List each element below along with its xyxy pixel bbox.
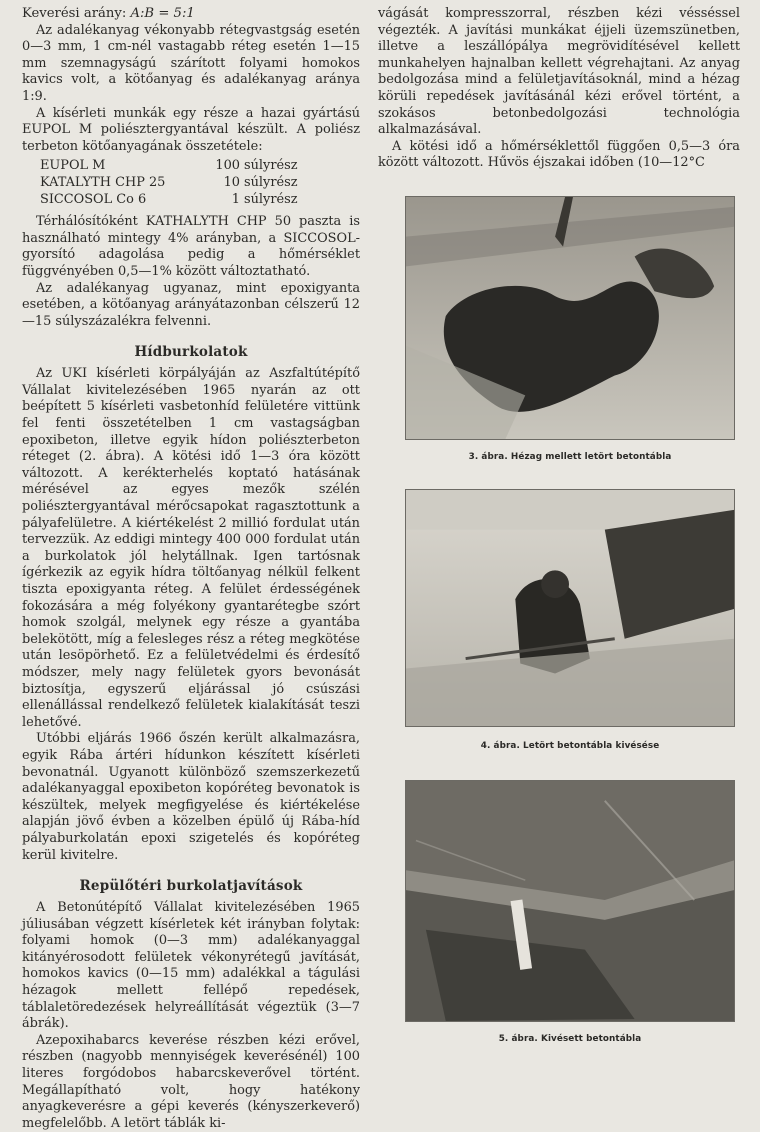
figure-4-photo [405,489,735,727]
mixing-ratio-label: Keverési arány: [22,6,127,21]
paragraph-eupol: A kísérleti munkák egy része a hazai gyártású EUPOL M poliésztergyantával készült. A poliész terbeton kötőanyagának összetétele: [22,105,360,154]
right-column [378,0,740,1044]
figure-3-caption: 3. ábra. Hézag mellett letört betontábla [468,452,672,462]
composition-value: 100 [215,158,240,174]
mixing-ratio [22,6,360,23]
composition-unit: súlyrész [244,191,298,207]
composition-row [40,175,334,192]
figure-5 [405,780,735,1044]
left-column [22,0,360,1132]
composition-name: KATALYTH CHP 25 [40,174,166,190]
paragraph-raba-bridge: Utóbbi eljárás 1966 őszén került alkalmazásra, egyik Rába ártéri hídunkon készített kísérleti bevonatnál. Ugyanott különböző szemszerkezetű adalékanyaggal epoxibeton kopóréteg bevonatok is készültek, melyek megfigyelése és kiértékelése alapján jövő évben a közelben épülő új Rába-híd pályaburkolatán epoxi szigetelés és kopóréteg kerül kivitelre. [22,731,360,863]
paragraph-aggregate: Az adalékanyag vékonyabb rétegvastgság esetén 0—3 mm, 1 cm-nél vastagabb réteg esetén 1—15 mm szemnagyságú szárított folyami homokos kavics volt, a kötőanyag és adalékanyag aránya 1:9. [22,22,360,104]
figure-4 [405,489,735,751]
composition-unit: súlyrész [244,158,298,174]
figure-3 [405,196,735,462]
composition-table [40,158,334,208]
paragraph-bridge-tests: Az UKI kísérleti körpályáján az Aszfaltútépítő Vállalat kivitelezésében 1965 nyarán az ott beépített 5 kísérleti vasbetonhíd felületére vittünk fel fenti összetételben 1 cm vastagságban epoxibeton, illetve egyik hídon poliészterbeton réteget (2. ábra). A kötési idő 1—3 óra között változott. A kerékterhelés koptató hatásának mérésével az egyes mezők szélén poliésztergyantával mérőcsapokat ragasztottunk a pályafelületre. A kiértékelést 2 millió fordulat után tervezzük. Az eddigi mintegy 400 000 fordulat után a burkolatok jól helytállnak. Igen tartósnak ígérkezik az egyik hídra töltőanyag nélkül felkent tiszta epoxigyanta réteg. A felület érdességének fokozására a még folyékony gyantarétegbe szórt homok szolgál, melynek egy része a gyantába belekötött, míg a felesleges rész a réteg megkötése után lesöpörhető. Ez a felületvédelmi és érdesítő módszer, mely nagy felületek gyors bevonását biztosítja, egyszerű eljárással jó csúszási ellenállással rendelkező felületek kialakítását teszi lehetővé. [22,366,360,730]
figure-5-caption: 5. ábra. Kivésett betontábla [498,1034,642,1044]
figure-5-photo [405,780,735,1022]
figure-4-caption: 4. ábra. Letört betontábla kivésése [480,741,660,751]
composition-row [40,192,334,209]
composition-value: 10 [223,174,240,190]
section-heading-bridges: Hídburkolatok [134,344,248,361]
paragraph-mixing: Azepoxihabarcs keverése részben kézi erővel, részben (nagyobb mennyiségek keverésénél) 100 literes forgódobos habarcskeverővel történt. Megállapítható volt, hogy hatékony anyagkeverésre a gépi keverés (kényszerkeverő) megfelelőbb. A letört táblák ki- [22,1032,360,1131]
paragraph-hardener: Térhálósítóként KATHALYTH CHP 50 paszta is használható mintegy 4% arányban, a SICCOSOL-gyorsító adagolása pedig a hőmérséklet függvényében 0,5—1% között változtatható. [22,214,360,279]
paragraph-curing-time: A kötési idő a hőmérséklettől függően 0,5—3 óra között változott. Hűvös éjszakai időben (10—12°C [378,138,740,171]
figure-3-photo [405,196,735,440]
paragraph-repair-work: vágását kompresszorral, részben kézi vésséssel végezték. A javítási munkákat éjjeli üzemszünetben, illetve a leszállópálya megrövidítésével kellett munkahelyen hajnalban kellett végrehajtani. Az anyag bedolgozása mind a felületjavításoknál, mind a hézag körüli repedések javításánál kézi erővel történt, a szokásos betonbedolgozási technológia alkalmazásával. [378,6,740,138]
composition-unit: súlyrész [244,174,298,190]
composition-value: 1 [231,191,240,207]
section-heading-airfield: Repülőtéri burkolatjavítások [79,878,303,895]
composition-name: EUPOL M [40,158,106,174]
composition-name: SICCOSOL Co 6 [40,191,147,207]
paragraph-binder-ratio: Az adalékanyag ugyanaz, mint epoxigyanta esetében, a kötőanyag arányátazonban célszerű 12—15 súlyszázalékra felvenni. [22,280,360,329]
composition-row [40,158,334,175]
paragraph-airfield-tests: A Betonútépítő Vállalat kivitelezésében 1965 júliusában végzett kísérletek két irányban folytak: folyami homok (0—3 mm) adalékanyaggal kitányérosodott felületek vékonyrétegű javítását, homokos kavics (0—15 mm) adalékkal a tágulási hézagok mellett fellépő repedések, táblaletöredezések helyreállítását végeztük (3—7 ábrák). [22,900,360,1032]
mixing-ratio-value: A:B = 5:1 [130,6,195,21]
